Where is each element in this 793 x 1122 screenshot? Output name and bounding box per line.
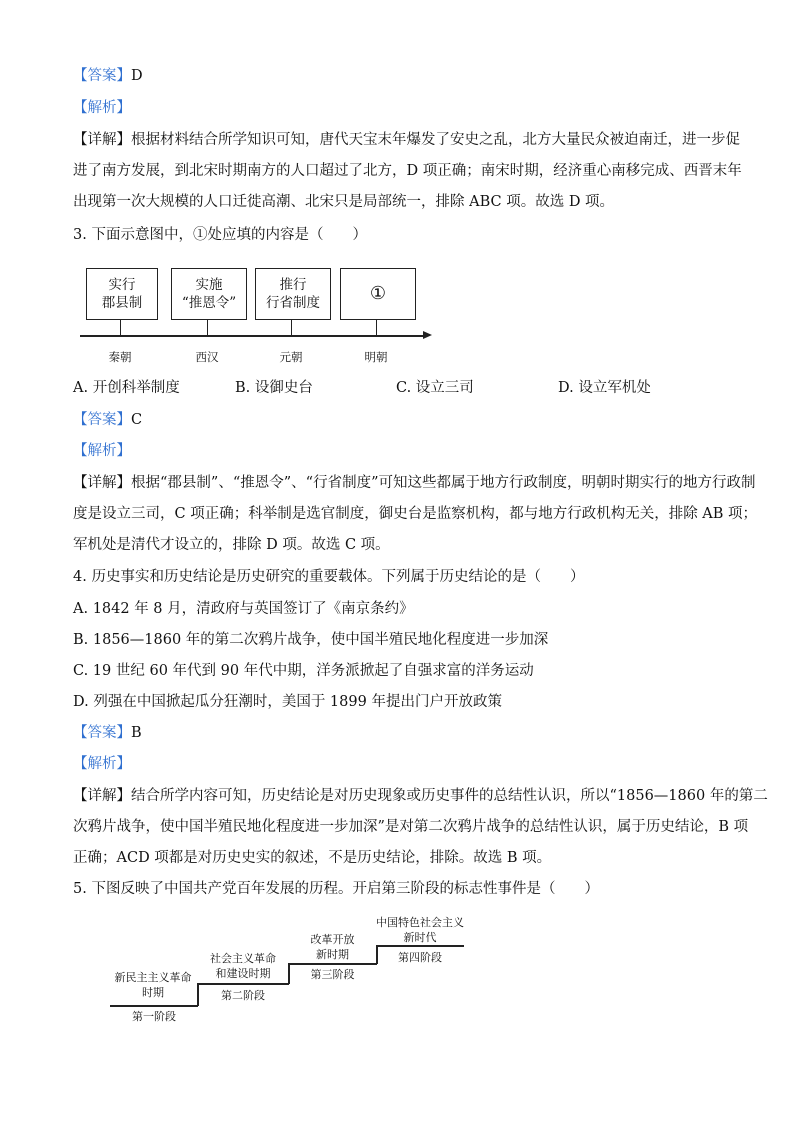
step-line-1: [110, 1005, 198, 1007]
q2-detail-line-2: 进了南方发展，到北宋时期南方的人口超过了北方，D 项正确；南宋时期，经济重心南移完成、西晋末年: [73, 163, 742, 179]
q3-option-b: B. 设御史台: [235, 380, 313, 396]
q4-option-d: D. 列强在中国掀起瓜分狂潮时，美国于 1899 年提出门户开放政策: [73, 694, 502, 710]
q3-analysis-tag: 【解析】: [73, 443, 131, 459]
stage-label-2: 第二阶段: [221, 989, 265, 1002]
detail-text: 根据材料结合所学知识可知，唐代天宝末年爆发了安史之乱，北方大量民众被迫南迁，进一步促: [131, 132, 740, 148]
q2-analysis-tag: 【解析】: [73, 100, 131, 116]
period-label-3: [288, 932, 377, 962]
diagram-box-2: [171, 268, 247, 320]
timeline-tick: [376, 319, 377, 336]
q4-option-c: C. 19 世纪 60 年代到 90 年代中期，洋务派掀起了自强求富的洋务运动: [73, 663, 534, 679]
q3-detail-line-1: [73, 473, 756, 493]
q4-option-b: B. 1856—1860 年的第二次鸦片战争，使中国半殖民地化程度进一步加深: [73, 632, 549, 648]
detail-text: 根据“郡县制”、“推恩令”、“行省制度”可知这些都属于地方行政制度，明朝时期实行的地方行政制: [131, 475, 756, 491]
stage-label-4: 第四阶段: [398, 951, 442, 964]
answer-value: B: [131, 725, 142, 741]
q4-option-a: A. 1842 年 8 月，清政府与英国签订了《南京条约》: [73, 601, 414, 617]
step-line-3: [288, 963, 377, 965]
detail-tag: 【详解】: [73, 788, 131, 804]
step-line-2: [197, 983, 289, 985]
q4-detail-line-3: 正确；ACD 项都是对历史史实的叙述，不是历史结论，排除。故选 B 项。: [73, 850, 552, 866]
period-line: 新民主主义革命: [114, 971, 192, 984]
tick-label: 明朝: [364, 350, 388, 364]
timeline-tick: [207, 319, 208, 336]
period-line: 社会主义革命: [210, 952, 276, 965]
period-label-1: [110, 970, 196, 1000]
diagram-box-1: [86, 268, 158, 320]
box-line: 郡县制: [101, 295, 143, 311]
arrow-right-icon: [423, 331, 432, 339]
timeline-axis: [80, 335, 425, 337]
timeline-tick: [291, 319, 292, 336]
tick-label: 秦朝: [108, 350, 132, 364]
detail-tag: 【详解】: [73, 475, 131, 491]
q4-analysis-tag: 【解析】: [73, 756, 131, 772]
q3-detail-line-3: 军机处是清代才设立的，排除 D 项。故选 C 项。: [73, 537, 390, 553]
period-line: 时期: [142, 986, 164, 999]
q4-stem: 4. 历史事实和历史结论是历史研究的重要载体。下列属于历史结论的是（ ）: [73, 569, 585, 585]
answer-tag: 【答案】: [73, 725, 131, 741]
step-line-4: [376, 945, 464, 947]
stage-label-1: 第一阶段: [132, 1010, 176, 1023]
diagram-box-blank: [340, 268, 416, 320]
answer-tag: 【答案】: [73, 412, 131, 428]
tick-label: 西汉: [195, 350, 219, 364]
period-line: 和建设时期: [215, 967, 271, 980]
q3-option-d: D. 设立军机处: [558, 380, 651, 396]
q3-detail-line-2: 度是设立三司，C 项正确；科举制是选官制度，御史台是监察机构，都与地方行政机构无关，排除 AB 项；: [73, 506, 758, 522]
q3-option-a: A. 开创科举制度: [73, 380, 180, 396]
period-line: 改革开放: [310, 933, 355, 946]
q4-detail-line-1: [73, 786, 768, 806]
box-line: “推恩令”: [181, 295, 237, 311]
period-line: 新时代: [403, 931, 437, 944]
period-label-2: [198, 951, 288, 981]
q4-answer: [73, 723, 728, 743]
answer-value: C: [131, 412, 143, 428]
period-label-4: [372, 915, 468, 945]
box-line: 推行: [279, 277, 307, 293]
box-line: 实施: [195, 277, 223, 293]
box-line: 实行: [108, 277, 136, 293]
stage-label-3: 第三阶段: [310, 968, 355, 981]
answer-tag: 【答案】: [73, 68, 131, 84]
tick-label: 元朝: [279, 350, 303, 364]
answer-value: D: [131, 68, 143, 84]
diagram-box-3: [255, 268, 331, 320]
q3-option-c: C. 设立三司: [396, 380, 474, 396]
q5-stem: 5. 下图反映了中国共产党百年发展的历程。开启第三阶段的标志性事件是（ ）: [73, 881, 599, 897]
q4-detail-line-2: 次鸦片战争，使中国半殖民地化程度进一步加深”是对第二次鸦片战争的总结性认识，属于历史结论，B 项: [73, 819, 749, 835]
timeline-tick: [120, 319, 121, 336]
q2-detail-line-1: [73, 130, 740, 150]
detail-tag: 【详解】: [73, 132, 131, 148]
detail-text: 结合所学内容可知，历史结论是对历史现象或历史事件的总结性认识，所以“1856—1860 年的第二: [131, 788, 768, 804]
period-line: 中国特色社会主义: [376, 916, 464, 929]
q2-answer: [73, 66, 728, 86]
box-line: ①: [369, 283, 387, 304]
q2-detail-line-3: 出现第一次大规模的人口迁徙高潮、北宋只是局部统一，排除 ABC 项。故选 D 项。: [73, 194, 615, 210]
q3-stem: 3. 下面示意图中，①处应填的内容是（ ）: [73, 227, 367, 243]
q3-answer: [73, 410, 728, 430]
box-line: 行省制度: [266, 295, 320, 311]
period-line: 新时期: [316, 948, 349, 961]
